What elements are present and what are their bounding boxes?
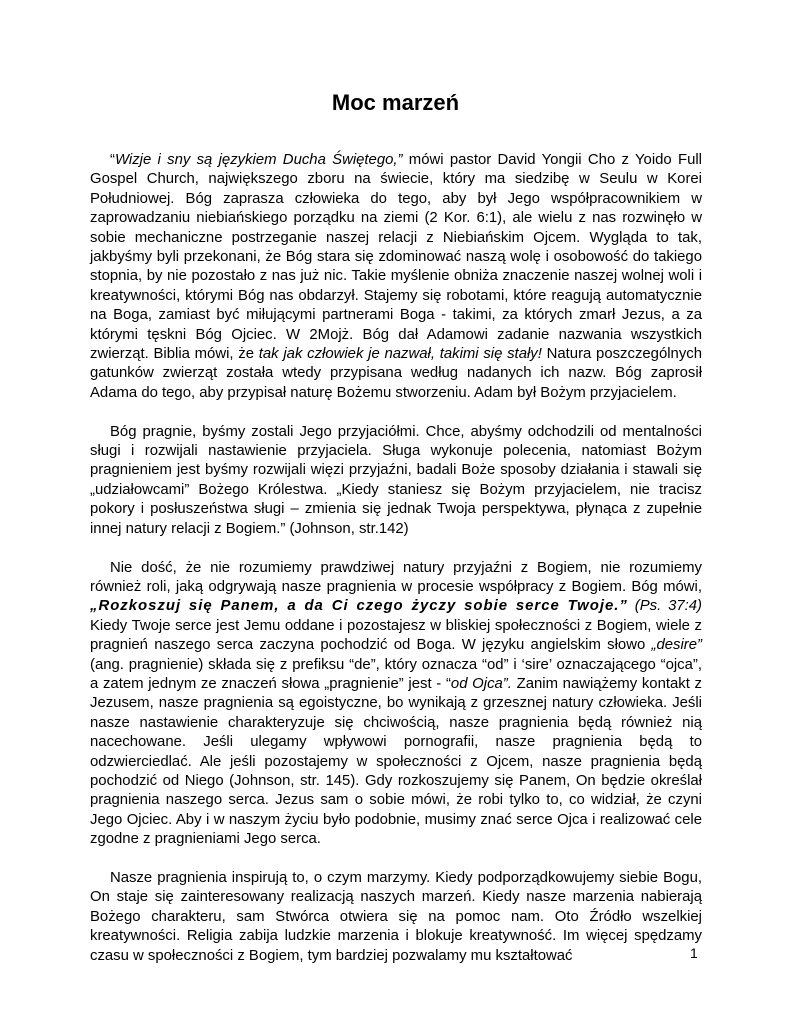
- p3-text-2: Kiedy Twoje serce jest Jemu oddane i pozostajesz w bliskiej społeczności z Bogiem, wiele z pragnień naszego serca zaczyna pochodzić od Boga. W języku angielskim słowo: [90, 617, 702, 654]
- body-text: [90, 151, 702, 985]
- p3-od-ojca: od Ojca”.: [450, 675, 512, 692]
- page-title: Moc marzeń: [331, 90, 460, 115]
- p3-bold-quote: „Rozkoszuj się Panem, a da Ci czego życzy sobie serce Twoje.”: [90, 598, 628, 615]
- p1-italic-bible: tak jak człowiek je nazwał, takimi się stały!: [258, 346, 542, 363]
- p1-text: mówi pastor David Yongii Cho z Yoido Full Gospel Church, największego zboru na świecie, który ma siedzibę w Seulu w Korei Południowej. Bóg zaprasza człowieka do tego, aby był Jego współpracownikiem w zaprowadzaniu niebiańskiego porządku na ziemi (2 Kor. 6:1), ale wielu z nas rozwinęło w sobie mechaniczne postrzeganie naszej relacji z Niebiańskim Ojcem. Wygląda to tak, jakbyśmy byli przekonani, że Bóg stara się zdominować naszą wolę i osobowość do takiego stopnia, by nie pozostało z nas już nic. Takie myślenie obniża znaczenie naszej wolnej woli i kreatywności, którymi Bóg nas obdarzył. Stajemy się robotami, które reagują automatycznie na Boga, zamiast być miłującymi partnerami Boga - takimi, za których zmarł Jezus, a za którymi tęskni Bóg Ojciec. W 2Mojż. Bóg dał Adamowi zadanie nazwania wszystkich zwierząt. Biblia mówi, że: [90, 152, 702, 363]
- p3-desire-word: „desire”: [651, 637, 702, 654]
- p1-italic-quote: Wizje i sny są językiem Ducha Świętego,”: [114, 152, 403, 168]
- p3-text-3: (ang. pragnienie) składa się z prefiksu “de”, który oznacza “od” i ‘sire’ oznaczającego “ojca”, a zatem jednym ze znaczeń słowa „pragnienie” jest - “: [90, 656, 702, 692]
- page-number: 1: [690, 945, 698, 961]
- paragraph-3: [90, 559, 702, 850]
- paragraph-1: [90, 151, 702, 403]
- paragraph-4: Nasze pragnienia inspirują to, o czym marzymy. Kiedy podporządkowujemy siebie Bogu, On staje się zainteresowany realizacją naszych marzeń. Kiedy nasze marzenia nabierają Bożego charakteru, sam Stwórca otwiera się na pomoc nam. Oto Źródło wszelkiej kreatywności. Religia zabija ludzkie marzenia i blokuje kreatywność. Im więcej spędzamy czasu w społeczności z Bogiem, tym bardziej pozwalamy mu kształtować: [90, 869, 702, 964]
- p3-reference: (Ps. 37:4): [627, 598, 703, 615]
- p3-text-4: Zanim nawiążemy kontakt z Jezusem, nasze pragnienia są egoistyczne, bo wynikają z grzesznej natury człowieka. Jeśli nasze nastawienie charakteryzuje się chciwością, nasze pragnienia będą również nią nacechowane. Jeśli ulegamy wpływowi pornografii, nasze pragnienia będą to odzwierciedlać. Ale jeśli pozostajemy w społeczności z Ojcem, nasze pragnienia będą pochodzić od Niego (Johnson, str. 145). Gdy rozkoszujemy się Panem, On będzie określał pragnienia naszego serca. Jezus sam o sobie mówi, że robi tylko to, co widział, że czyni Jego Ojciec. Aby i w naszym życiu było podobnie, musimy znać serce Ojca i realizować cele zgodne z pragnieniami Jego serca.: [90, 675, 702, 848]
- paragraph-2: Bóg pragnie, byśmy zostali Jego przyjaciółmi. Chce, abyśmy odchodzili od mentalności sługi i rozwijali nastawienie przyjaciela. Sługa wykonuje polecenia, natomiast Bożym pragnieniem jest byśmy rozwijali więzi przyjaźni, badali Boże sposoby działania i stawali się „udziałowcami” Bożego Królestwa. „Kiedy staniesz się Bożym przyjacielem, nie tracisz pokory i posłuszeństwa sługi – zmienia się jednak Twoja perspektywa, płynąca z zupełnie innej natury relacji z Bogiem.” (Johnson, str.142): [90, 423, 702, 537]
- p3-text: Nie dość, że nie rozumiemy prawdziwej natury przyjaźni z Bogiem, nie rozumiemy również roli, jaką odgrywają nasze pragnienia w procesie współpracy z Bogiem. Bóg mówi,: [90, 559, 702, 595]
- p1-text-end: Natura poszczególnych gatunków zwierząt została wtedy przypisana według nadanych ich nazw. Bóg zaprosił Adama do tego, aby przypisał naturę Bożemu stworzeniu. Adam był Bożym przyjacielem.: [90, 346, 703, 401]
- p1-quote-mark: “: [110, 152, 115, 168]
